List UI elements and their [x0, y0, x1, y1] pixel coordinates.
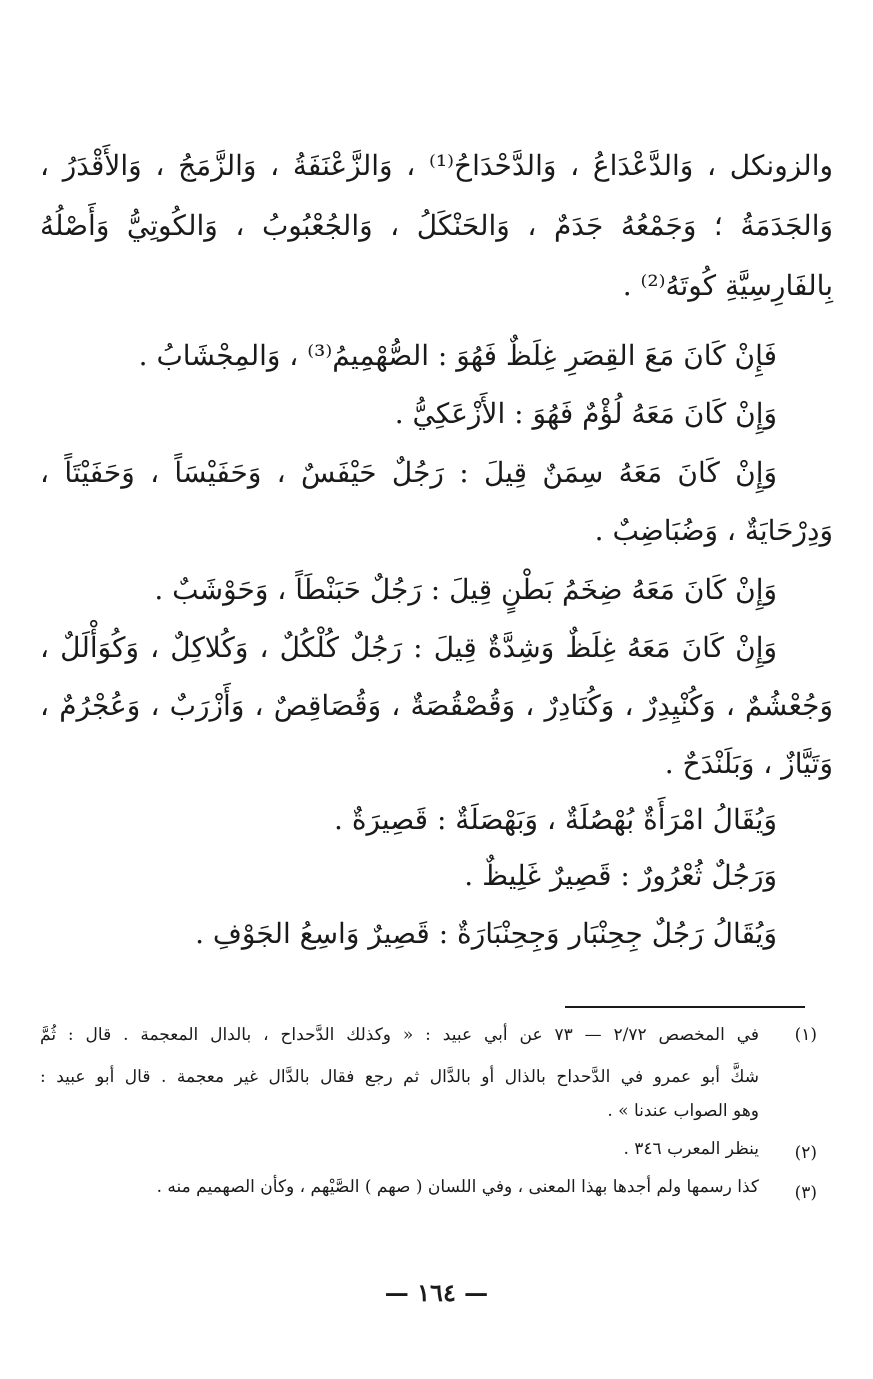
body-line: وَيُقَالُ رَجُلٌ جِحِنْبَار وَجِحِنْبَارَةٌ : قَصِيرٌ وَاسِعُ الجَوْفِ . — [195, 917, 777, 950]
body-line: وَإِنْ كَانَ مَعَهُ لُؤْمٌ فَهُوَ : الأَزْعَكِيُّ . — [394, 397, 777, 430]
footnote-text: وهو الصواب عندنا » . — [607, 1101, 759, 1121]
footnote-text: في المخصص ٢/٧٢ — ٧٣ عن أبي عبيد : « وكذلك الدَّحداح ، بالدال المعجمة . قال : ثُمَّ — [40, 1025, 759, 1045]
footnote-number: (١) — [794, 1025, 817, 1045]
page-number: — ١٦٤ — — [384, 1278, 489, 1307]
body-line: وَإِنْ كَانَ مَعَهُ سِمَنٌ قِيلَ : رَجُلٌ حَيْفَسٌ ، وَحَفَيْسَاً ، وَحَفَيْتَاً ، — [40, 456, 777, 489]
body-line: وَإِنْ كَانَ مَعَهُ غِلَظٌ وَشِدَّةٌ قِيلَ : رَجُلٌ كُلْكُلٌ ، وَكُلاكِلٌ ، وَكُوَأْلَلٌ ، — [40, 631, 777, 664]
footnote-separator — [565, 1006, 805, 1008]
body-line: وَجُعْشُمٌ ، وَكُنْيِدِرٌ ، وَكُنَادِرٌ ، وَقُصْقُصَةٌ ، وَقُصَاقِصٌ ، وَأَزْرَبٌ ، وَعُجْرُمٌ ، — [40, 689, 833, 722]
body-line: وَرَجُلٌ ثُعْرُورٌ : قَصِيرٌ غَلِيظٌ . — [464, 859, 777, 892]
body-line: فَإِنْ كَانَ مَعَ القِصَرِ غِلَظٌ فَهُوَ : الصُّهْمِيمُ⁽³⁾ ، وَالمِجْشَابُ . — [138, 339, 777, 372]
body-line: وَيُقَالُ امْرَأَةٌ بُهْصُلَةٌ ، وَبَهْصَلَةٌ : قَصِيرَةٌ . — [334, 803, 777, 836]
body-line: وَالجَدَمَةُ ؛ وَجَمْعُهُ جَدَمٌ ، وَالحَنْكَلُ ، وَالجُعْبُوبُ ، وَالكُوتِيُّ وَأَصْلُهُ — [40, 209, 833, 242]
footnote-text: ينظر المعرب ٣٤٦ . — [623, 1139, 759, 1159]
body-line: وَتَيَّازٌ ، وَبَلَنْدَحٌ . — [664, 747, 833, 780]
body-line: وَدِرْحَايَةٌ ، وَضُبَاضِبٌ . — [594, 514, 833, 547]
footnote-text: كذا رسمها ولم أجدها بهذا المعنى ، وفي اللسان ( صهم ) الصَّيْهم ، وكأن الصهميم منه . — [156, 1177, 759, 1197]
body-line: والزونكل ، وَالدَّعْدَاعُ ، وَالدَّحْدَاحُ⁽¹⁾ ، وَالزَّعْنَفَةُ ، وَالزَّمَجُ ، وَالأَقْدَرُ ، — [40, 149, 834, 182]
body-line: بِالفَارِسِيَّةِ كُوتَهُ⁽²⁾ . — [622, 269, 833, 302]
footnote-number: (٣) — [794, 1183, 817, 1203]
body-line: وَإِنْ كَانَ مَعَهُ ضِخَمُ بَطْنٍ قِيلَ : رَجُلٌ حَبَنْطَاً ، وَحَوْشَبٌ . — [154, 573, 777, 606]
footnote-number: (٢) — [794, 1143, 817, 1163]
footnote-text: شكَّ أبو عمرو في الدَّحداح بالذال أو بالدَّال ثم رجع فقال بالدَّال غير معجمة . قال أبو عبيد : — [40, 1067, 759, 1087]
